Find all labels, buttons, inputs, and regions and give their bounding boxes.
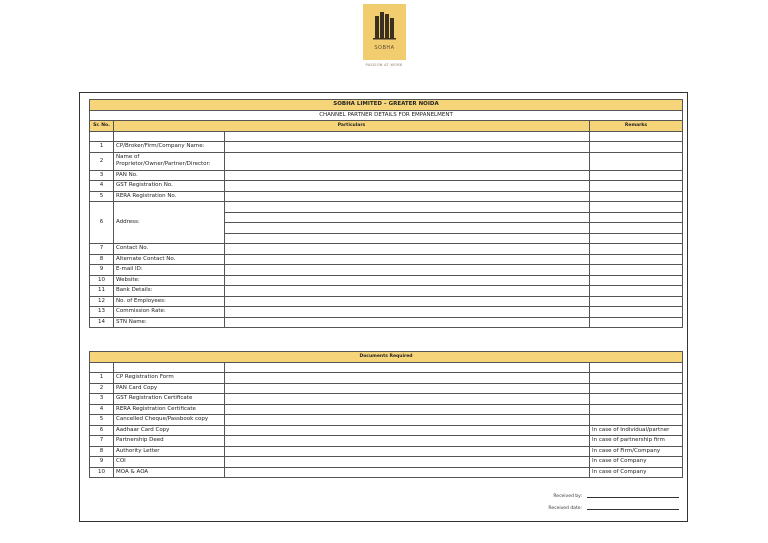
- row-number: 6: [90, 425, 114, 436]
- row-label: GST Registration No.: [114, 181, 225, 192]
- row-label: Bank Details:: [114, 286, 225, 297]
- sobha-logo: [363, 4, 406, 60]
- document-label: COI: [114, 457, 225, 468]
- address-row: [90, 202, 683, 213]
- row-number: 11: [90, 286, 114, 297]
- document-remark: In case of Company: [590, 467, 683, 478]
- col-particulars: Particulars: [114, 121, 590, 132]
- detail-row: [90, 317, 683, 328]
- row-number: 2: [90, 152, 114, 170]
- remark-cell[interactable]: [590, 212, 683, 223]
- logo-name: SOBHA: [374, 45, 395, 51]
- remark-cell[interactable]: [590, 296, 683, 307]
- remark-cell[interactable]: [590, 317, 683, 328]
- document-label: GST Registration Certificate: [114, 394, 225, 405]
- document-label: MOA & AOA: [114, 467, 225, 478]
- value-cell[interactable]: [225, 170, 590, 181]
- remark-cell[interactable]: [590, 223, 683, 234]
- document-remark: [590, 373, 683, 384]
- detail-row: [90, 265, 683, 276]
- row-number: 14: [90, 317, 114, 328]
- row-label: RERA Registration No.: [114, 191, 225, 202]
- value-cell[interactable]: [225, 457, 590, 468]
- detail-row: [90, 170, 683, 181]
- value-cell[interactable]: [225, 394, 590, 405]
- row-number: 7: [90, 244, 114, 255]
- row-number: 3: [90, 170, 114, 181]
- row-number: 2: [90, 383, 114, 394]
- document-remark: In case of Individual/partner: [590, 425, 683, 436]
- value-cell[interactable]: [225, 286, 590, 297]
- documents-table: [89, 351, 683, 478]
- received-date-label: Received date:: [548, 506, 582, 511]
- remark-cell[interactable]: [590, 307, 683, 318]
- received-by-label: Received by:: [553, 494, 582, 499]
- document-row: [90, 415, 683, 426]
- remark-cell[interactable]: [590, 181, 683, 192]
- row-number: 1: [90, 373, 114, 384]
- document-row: [90, 383, 683, 394]
- remark-cell[interactable]: [590, 142, 683, 153]
- col-sr-no: Sr. No.: [90, 121, 114, 132]
- value-cell[interactable]: [225, 142, 590, 153]
- value-cell[interactable]: [225, 383, 590, 394]
- row-label: STN Name:: [114, 317, 225, 328]
- row-label: Name of Proprietor/Owner/Partner/Director:: [114, 152, 225, 170]
- value-cell[interactable]: [225, 317, 590, 328]
- value-cell[interactable]: [225, 181, 590, 192]
- value-cell[interactable]: [225, 425, 590, 436]
- row-number: 7: [90, 436, 114, 447]
- address-line-2[interactable]: [225, 212, 590, 223]
- documents-header-row: [90, 352, 683, 363]
- remark-cell[interactable]: [590, 275, 683, 286]
- remark-cell[interactable]: [590, 254, 683, 265]
- received-date-field[interactable]: [587, 509, 679, 510]
- document-remark: [590, 415, 683, 426]
- value-cell[interactable]: [225, 152, 590, 170]
- row-number: 8: [90, 254, 114, 265]
- address-line-1[interactable]: [225, 202, 590, 213]
- document-row: [90, 394, 683, 405]
- value-cell[interactable]: [225, 265, 590, 276]
- document-label: PAN Card Copy: [114, 383, 225, 394]
- value-cell[interactable]: [225, 307, 590, 318]
- row-number: 5: [90, 415, 114, 426]
- blank-cell[interactable]: [225, 362, 590, 373]
- row-number: 4: [90, 181, 114, 192]
- row-number: 1: [90, 142, 114, 153]
- value-cell[interactable]: [225, 296, 590, 307]
- document-row: [90, 404, 683, 415]
- document-label: Aadhaar Card Copy: [114, 425, 225, 436]
- document-remark: [590, 404, 683, 415]
- detail-row: [90, 152, 683, 170]
- blank-cell[interactable]: [225, 131, 590, 142]
- remark-cell[interactable]: [590, 286, 683, 297]
- col-remarks: Remarks: [590, 121, 683, 132]
- remark-cell[interactable]: [590, 170, 683, 181]
- document-row: [90, 436, 683, 447]
- row-number: 9: [90, 265, 114, 276]
- detail-row: [90, 181, 683, 192]
- document-label: Partnership Deed: [114, 436, 225, 447]
- detail-row: [90, 275, 683, 286]
- blank-row: [90, 362, 683, 373]
- address-line-3[interactable]: [225, 223, 590, 234]
- document-row: [90, 373, 683, 384]
- value-cell[interactable]: [225, 254, 590, 265]
- detail-row: [90, 296, 683, 307]
- document-remark: In case of Firm/Company: [590, 446, 683, 457]
- document-remark: In case of Company: [590, 457, 683, 468]
- document-row: [90, 425, 683, 436]
- remark-cell[interactable]: [590, 244, 683, 255]
- remark-cell[interactable]: [590, 233, 683, 244]
- value-cell[interactable]: [225, 191, 590, 202]
- row-label: Commission Rate:: [114, 307, 225, 318]
- value-cell[interactable]: [225, 446, 590, 457]
- row-label: Contact No.: [114, 244, 225, 255]
- form-subtitle: CHANNEL PARTNER DETAILS FOR EMPANELMENT: [90, 110, 683, 121]
- document-label: Cancelled Cheque/Passbook copy: [114, 415, 225, 426]
- remark-cell[interactable]: [590, 265, 683, 276]
- document-remark: [590, 394, 683, 405]
- value-cell[interactable]: [225, 415, 590, 426]
- details-table: [89, 99, 683, 328]
- value-cell[interactable]: [225, 436, 590, 447]
- row-number: 10: [90, 467, 114, 478]
- row-label: Alternate Contact No.: [114, 254, 225, 265]
- detail-row: [90, 191, 683, 202]
- document-row: [90, 446, 683, 457]
- detail-row: [90, 142, 683, 153]
- logo-tagline: PASSION AT WORK: [365, 63, 403, 67]
- documents-header: Documents Required: [90, 352, 683, 363]
- value-cell[interactable]: [225, 244, 590, 255]
- form-title: SOBHA LIMITED – GREATER NOIDA: [90, 100, 683, 111]
- row-number: 5: [90, 191, 114, 202]
- detail-row: [90, 286, 683, 297]
- blank-row: [90, 131, 683, 142]
- value-cell[interactable]: [225, 275, 590, 286]
- document-remark: In case of partnership firm: [590, 436, 683, 447]
- document-row: [90, 467, 683, 478]
- header-row: [90, 121, 683, 132]
- row-label: CP/Broker/Firm/Company Name:: [114, 142, 225, 153]
- value-cell[interactable]: [225, 467, 590, 478]
- subtitle-row: [90, 110, 683, 121]
- value-cell[interactable]: [225, 404, 590, 415]
- row-label: Website:: [114, 275, 225, 286]
- row-number: 3: [90, 394, 114, 405]
- row-number: 8: [90, 446, 114, 457]
- detail-row: [90, 307, 683, 318]
- row-number: 13: [90, 307, 114, 318]
- document-label: CP Registration Form: [114, 373, 225, 384]
- row-label: No. of Employees:: [114, 296, 225, 307]
- document-row: [90, 457, 683, 468]
- document-label: Authority Letter: [114, 446, 225, 457]
- row-number: 12: [90, 296, 114, 307]
- remark-cell[interactable]: [590, 202, 683, 213]
- row-label: E-mail ID:: [114, 265, 225, 276]
- row-number: 6: [90, 202, 114, 244]
- document-label: RERA Registration Certificate: [114, 404, 225, 415]
- title-row: [90, 100, 683, 111]
- remark-cell[interactable]: [590, 191, 683, 202]
- row-label: PAN No.: [114, 170, 225, 181]
- building-icon: [363, 4, 406, 44]
- value-cell[interactable]: [225, 373, 590, 384]
- detail-row: [90, 244, 683, 255]
- row-label: Address:: [114, 202, 225, 244]
- remark-cell[interactable]: [590, 152, 683, 170]
- row-number: 9: [90, 457, 114, 468]
- detail-row: [90, 254, 683, 265]
- row-number: 10: [90, 275, 114, 286]
- document-remark: [590, 383, 683, 394]
- received-by-field[interactable]: [587, 497, 679, 498]
- address-line-4[interactable]: [225, 233, 590, 244]
- row-number: 4: [90, 404, 114, 415]
